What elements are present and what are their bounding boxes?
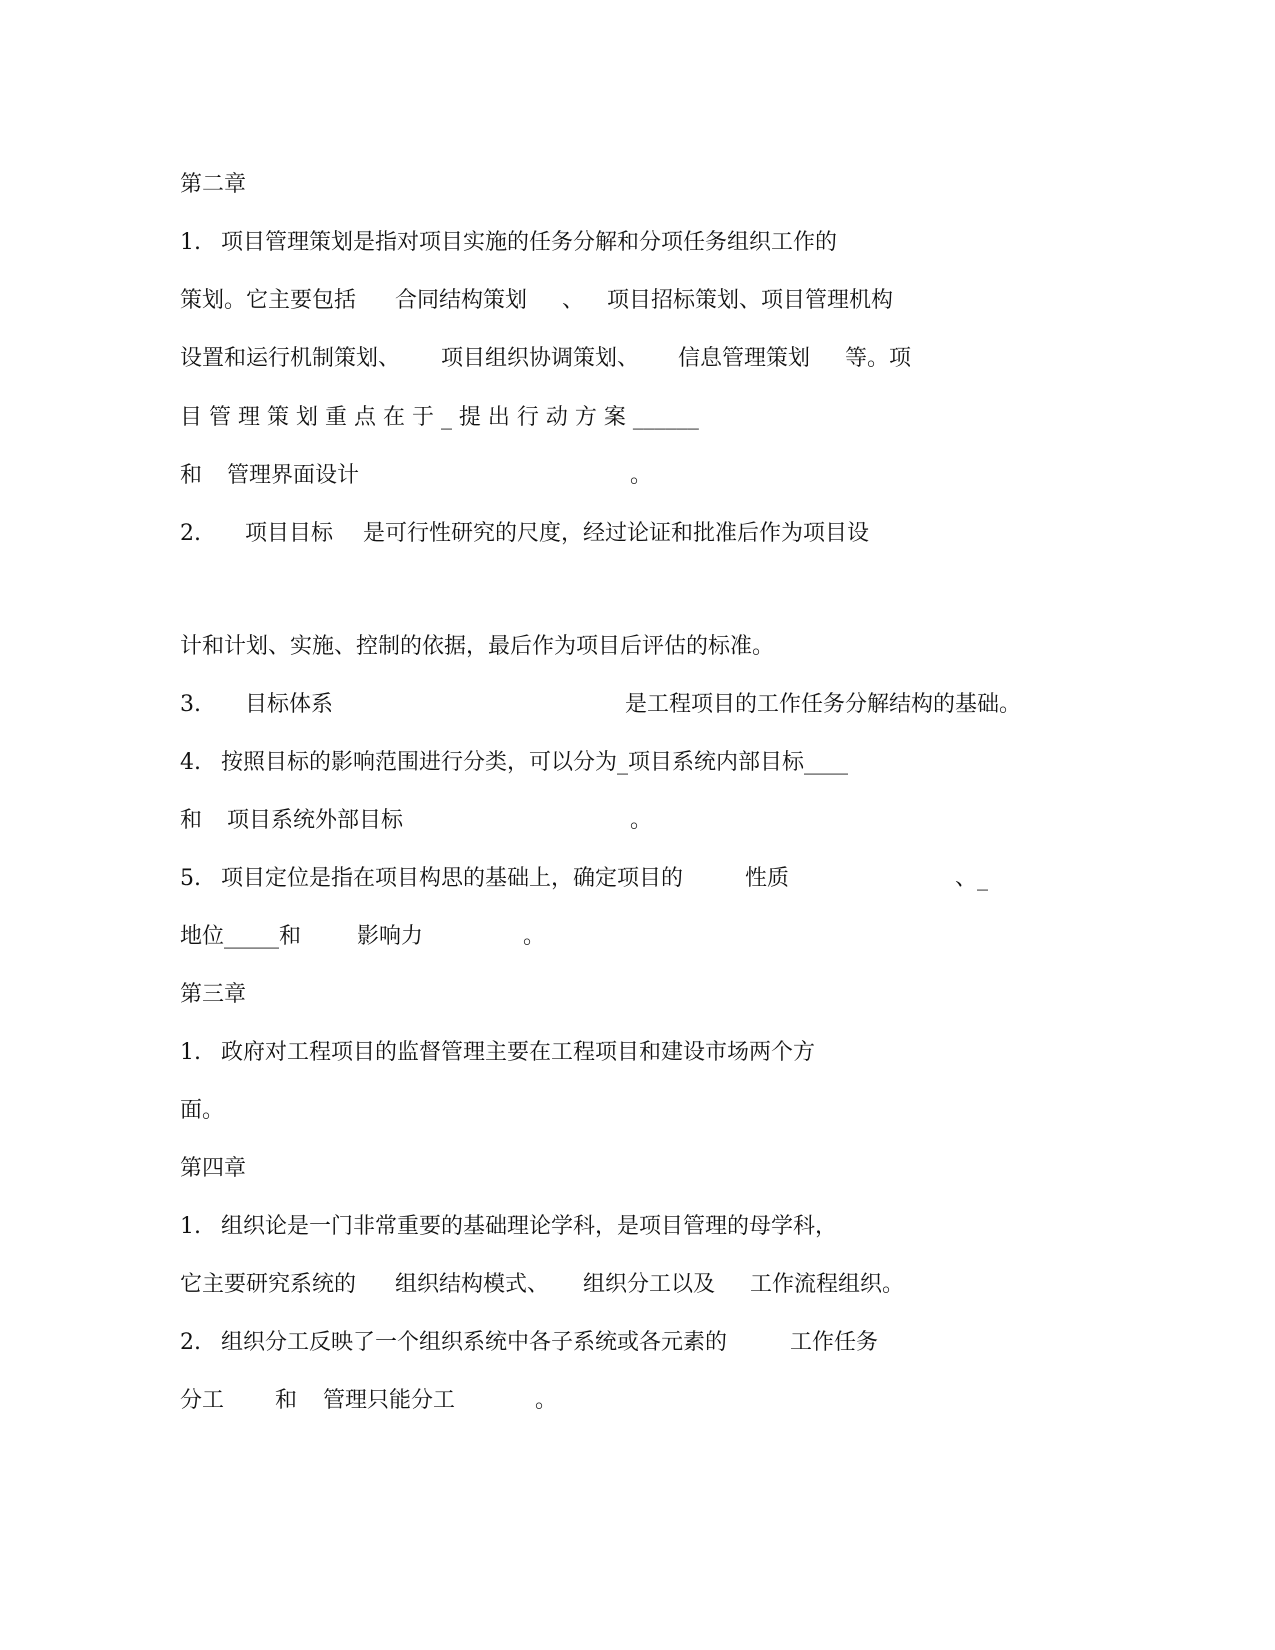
- text-segment: 、_: [955, 866, 989, 891]
- item-number: 3.: [180, 692, 201, 717]
- fill-in-answer: 项目目标: [245, 521, 334, 546]
- fill-in-answer: 项目系统外部目标: [227, 808, 404, 833]
- text-segment: 策划。它主要包括: [180, 288, 357, 313]
- text-segment: 和: [180, 808, 203, 833]
- fill-in-answer: 工作流程组织。: [750, 1272, 905, 1297]
- text-segment: 按照目标的影响范围进行分类，可以分为_项目系统内部目标____: [221, 750, 849, 775]
- text-segment: 是工程项目的工作任务分解结构的基础。: [625, 692, 1022, 717]
- fill-in-answer: 地位_____和: [180, 924, 302, 949]
- text-segment: 组织分工反映了一个组织系统中各子系统或各元素的: [221, 1330, 728, 1355]
- item-number: 1.: [180, 1214, 201, 1239]
- text-segment: 面。: [180, 1098, 225, 1123]
- text-segment: 项目管理策划是指对项目实施的任务分解和分项任务组织工作的: [221, 230, 838, 255]
- item-number: 2.: [180, 1330, 201, 1355]
- text-segment: 设置和运行机制策划、: [180, 346, 401, 371]
- fill-in-answer: 项目组织协调策划、: [441, 346, 640, 371]
- item-number: 4.: [180, 750, 201, 775]
- text-segment: 计和计划、实施、控制的依据，最后作为项目后评估的标准。: [180, 634, 775, 659]
- fill-in-answer: 目标体系: [245, 692, 334, 717]
- text-segment: 。: [523, 924, 546, 949]
- text-segment: 。: [535, 1388, 558, 1413]
- item-4-2-line-2: [180, 1386, 558, 1566]
- item-number: 1.: [180, 230, 201, 255]
- item-number: 2.: [180, 521, 201, 546]
- chapter-heading-text: 第三章: [180, 982, 247, 1007]
- text-segment: 它主要研究系统的: [180, 1272, 357, 1297]
- chapter-heading-text: 第四章: [180, 1156, 247, 1181]
- text-segment: 和: [180, 463, 203, 488]
- text-segment: 。: [630, 463, 653, 488]
- text-segment: 和: [275, 1388, 298, 1413]
- fill-in-answer: 管理只能分工: [323, 1388, 456, 1413]
- text-segment: 、: [562, 288, 585, 313]
- text-segment: 。: [630, 808, 653, 833]
- fill-in-answer: 项目招标策划、项目管理机构: [607, 288, 894, 313]
- item-number: 1.: [180, 1040, 201, 1065]
- fill-in-answer: 组织结构模式、: [395, 1272, 550, 1297]
- text-segment: 项目定位是指在项目构思的基础上，确定项目的: [221, 866, 684, 891]
- fill-in-answer: 管理界面设计: [227, 463, 360, 488]
- fill-in-answer: 信息管理策划: [678, 346, 811, 371]
- text-segment: 目 管 理 策 划 重 点 在 于 _ 提 出 行 动 方 案 ______: [180, 405, 699, 430]
- fill-in-answer: 合同结构策划: [395, 288, 528, 313]
- fill-in-answer: 影响力: [357, 924, 424, 949]
- fill-in-answer: 工作任务: [790, 1330, 879, 1355]
- chapter-heading-text: 第二章: [180, 172, 247, 197]
- text-segment: 是可行性研究的尺度，经过论证和批准后作为项目设: [363, 521, 870, 546]
- fill-in-answer: 组织分工以及: [583, 1272, 716, 1297]
- item-number: 5.: [180, 866, 201, 891]
- text-segment: 政府对工程项目的监督管理主要在工程项目和建设市场两个方: [221, 1040, 816, 1065]
- fill-in-answer: 性质: [745, 866, 790, 891]
- text-segment: 组织论是一门非常重要的基础理论学科，是项目管理的母学科，: [221, 1214, 838, 1239]
- fill-in-answer: 分工: [180, 1388, 225, 1413]
- text-segment: 等。项: [845, 346, 912, 371]
